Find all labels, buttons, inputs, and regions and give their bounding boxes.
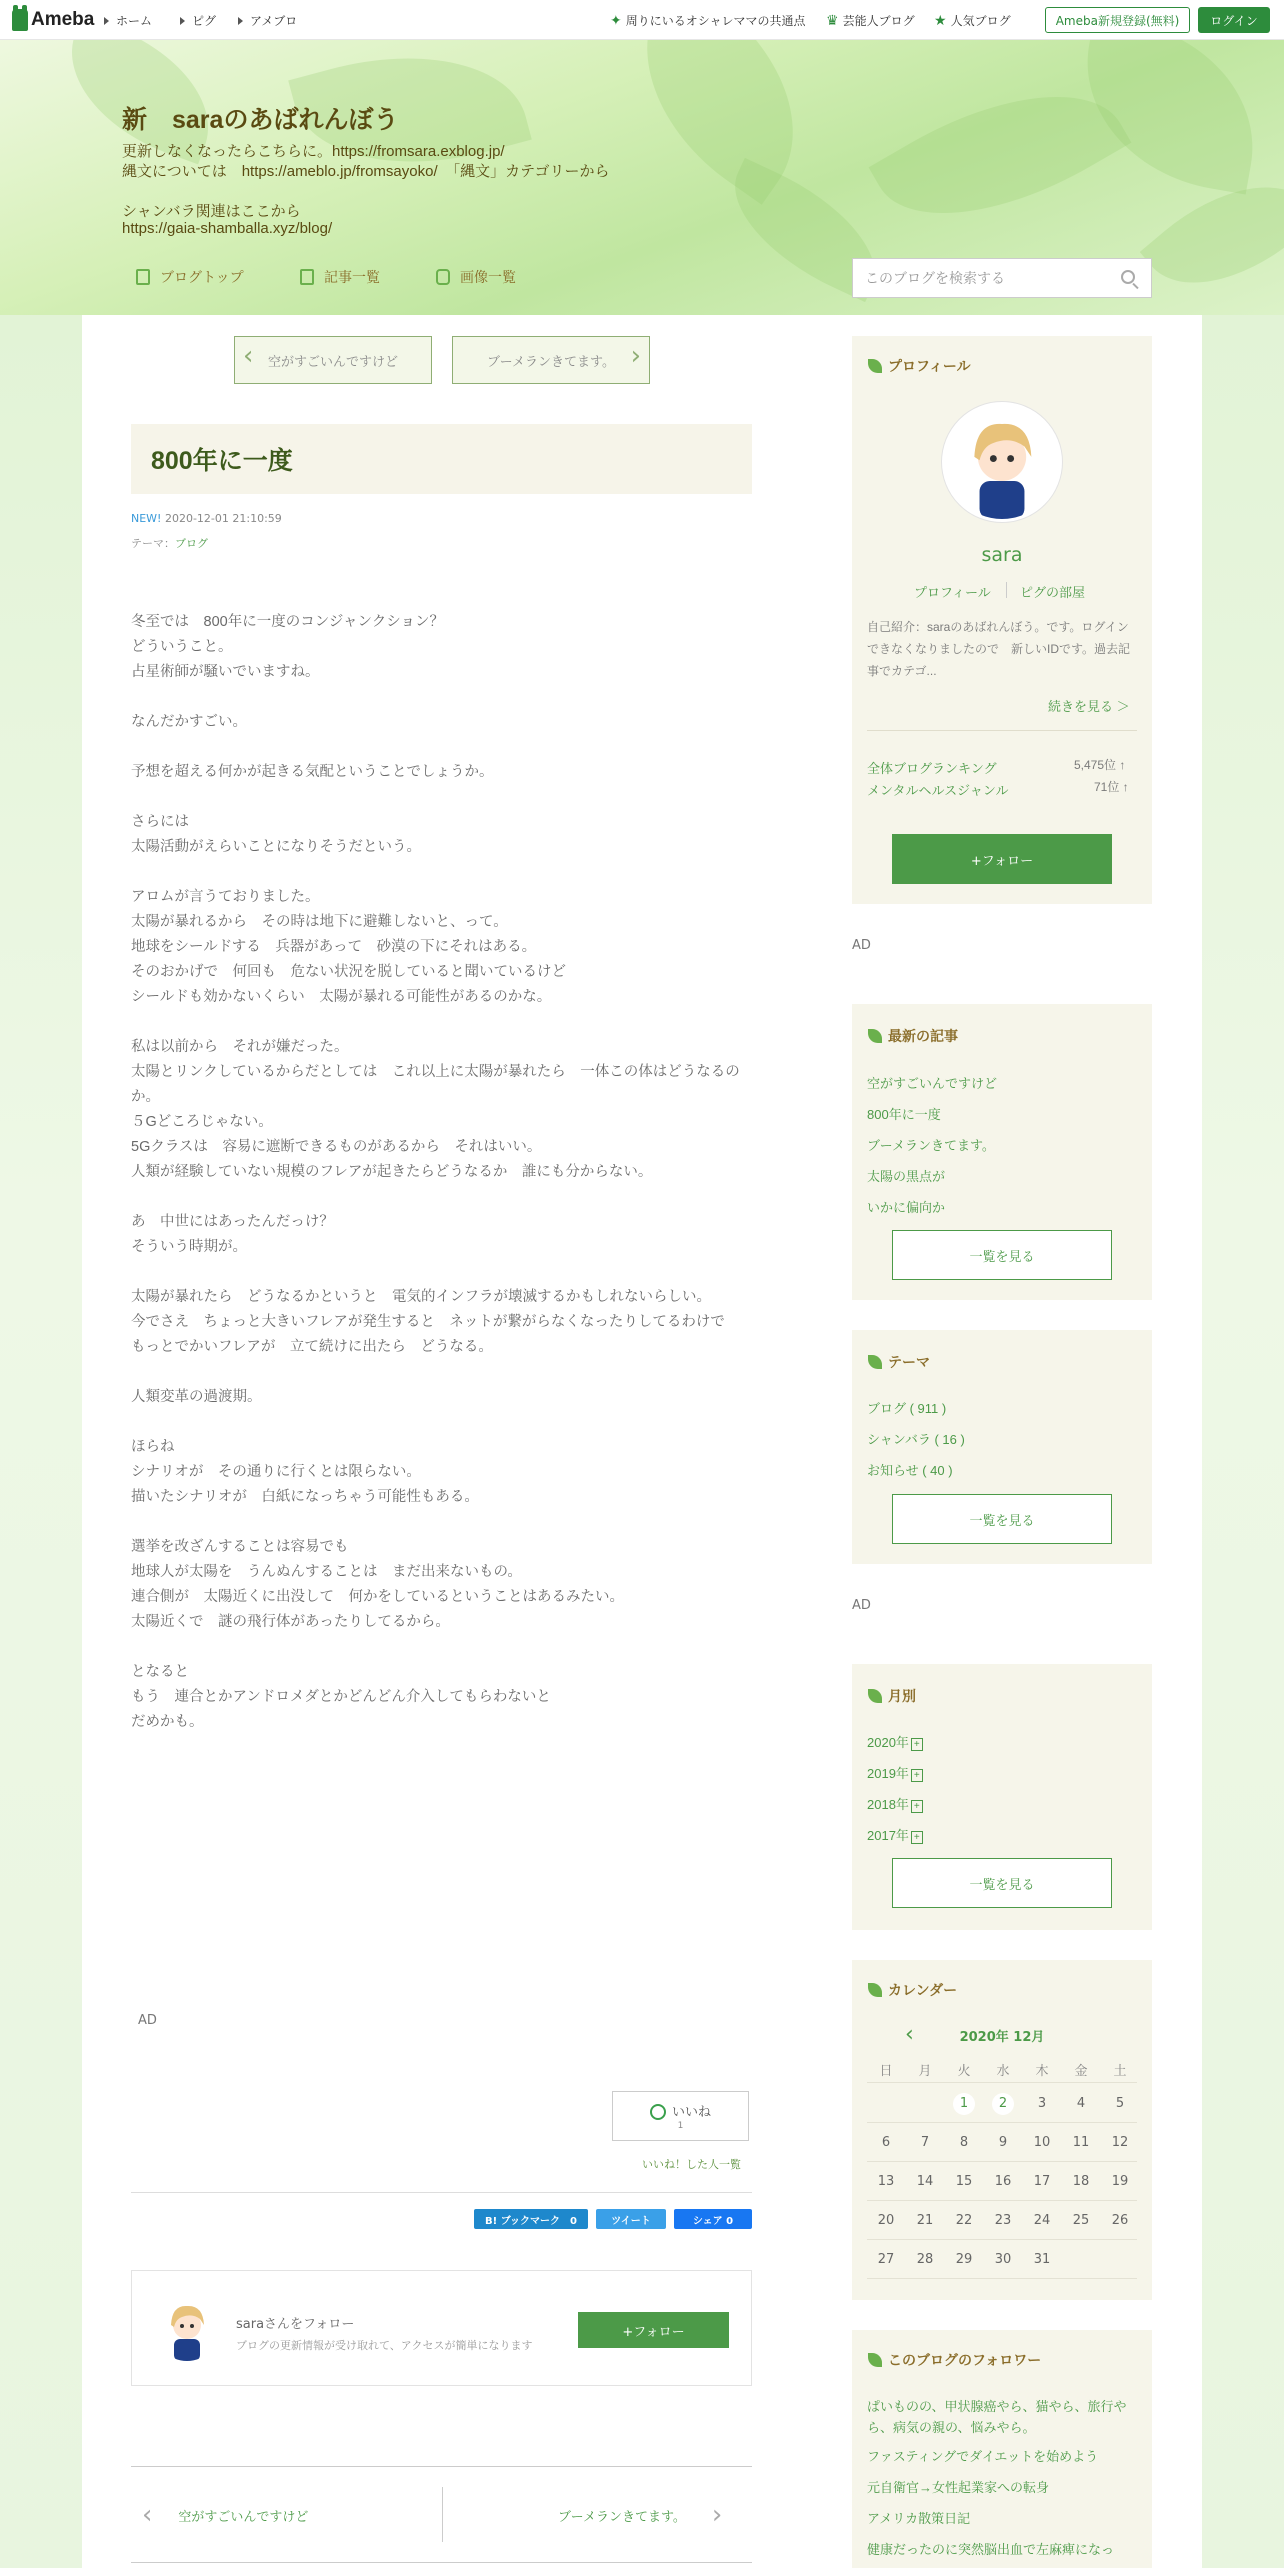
star-icon: ★ [934, 12, 947, 29]
author-avatar[interactable] [154, 2295, 220, 2361]
blank-line [131, 1410, 751, 1435]
monthly-more-button[interactable]: 一覧を見る [892, 1858, 1112, 1908]
blank-line [131, 1635, 751, 1660]
entry-paragraph: あ 中世にはあったんだっけ？ [131, 1214, 334, 1230]
pages-icon [300, 269, 314, 285]
calendar-day[interactable]: 30 [994, 2252, 1012, 2267]
like-list-link[interactable]: いいね！した人一覧 [642, 2158, 741, 2171]
blog-title[interactable]: 新 saraのあばれんぼう [122, 106, 399, 134]
entry-paragraph: 今でさえ ちょっと大きいフレアが発生すると ネットが繋がらなくなったりしてるわけで [131, 1314, 725, 1330]
triangle-icon [104, 17, 109, 25]
entry-paragraph: なんだかすごい。 [131, 714, 247, 730]
calendar-day[interactable]: 29 [955, 2252, 973, 2267]
nav-entry-list[interactable]: 記事一覧 [300, 267, 380, 287]
divider [867, 730, 1137, 731]
divider [867, 2278, 1137, 2279]
nav-image-list[interactable]: 画像一覧 [436, 267, 516, 287]
nav-fashion-mama[interactable]: ✦ 周りにいるオシャレママの共通点 [610, 12, 806, 29]
ad-label: AD [852, 1598, 871, 1613]
entry-paragraph: 地球をシールドする 兵器があって 砂漠の下にそれはある。 [131, 939, 537, 955]
ad-label: AD [852, 938, 871, 953]
chevron-right-icon: › [711, 2500, 723, 2530]
profile-avatar[interactable] [942, 402, 1062, 522]
calendar-day[interactable]: 20 [877, 2213, 895, 2228]
sidebar-follow-button[interactable]: +フォロー [892, 834, 1112, 884]
calendar-day[interactable]: 26 [1111, 2213, 1129, 2228]
next-entry-button[interactable]: ブーメランきてます。 › [452, 336, 650, 384]
register-button[interactable]: Ameba新規登録(無料) [1045, 7, 1190, 33]
document-icon [136, 269, 150, 285]
divider [867, 2200, 1137, 2201]
hatena-bookmark-button[interactable]: B! ブックマーク 0 [474, 2209, 588, 2229]
latest-entry-link[interactable]: 太陽の黒点が [867, 1169, 946, 1184]
entry-paragraph: 選挙を改ざんすることは容易でも [131, 1539, 349, 1555]
leaf-icon [868, 359, 882, 373]
bottom-prev-entry[interactable]: ‹ 空がすごいんですけど [142, 2500, 309, 2530]
blank-line [131, 1510, 751, 1535]
calendar-day[interactable]: 13 [877, 2174, 895, 2189]
divider [867, 2082, 1137, 2083]
chevron-left-icon: ‹ [243, 341, 254, 371]
entry-paragraph: アロムが言うておりました。 [131, 889, 320, 905]
profile-intro: 自己紹介：saraのあばれんぼう。です。ログインできなくなりましたので 新しいIDです。過去記事でカテゴ... [867, 620, 1131, 678]
entry-paragraph: 太陽近くで 謎の飛行体があったりしてるから。 [131, 1614, 450, 1630]
blank-line [131, 685, 751, 710]
leaf-icon [868, 1983, 882, 1997]
sparkle-icon: ✦ [610, 12, 622, 29]
entry-paragraph: もっとでかいフレアが 立て続けに出たら どうなる。 [131, 1339, 493, 1355]
blog-description-line: シャンバラ関連はここから [122, 203, 301, 220]
nav-popular-blog[interactable]: ★ 人気ブログ [934, 12, 1011, 29]
follow-button[interactable]: +フォロー [578, 2312, 729, 2348]
entry-paragraph: 人類が経験していない規模のフレアが起きたらどうなるか 誰にも分からない。 [131, 1164, 653, 1180]
theme-link[interactable]: シャンバラ ( 16 ) [867, 1432, 965, 1447]
facebook-share-button[interactable]: シェア 0 [674, 2209, 752, 2229]
entry-paragraph: シールドも効かないくらい 太陽が暴れる可能性があるのかな。 [131, 989, 552, 1005]
calendar-weekday: 水 [996, 2064, 1010, 2079]
calendar-weekday: 木 [1035, 2064, 1049, 2079]
divider [1006, 582, 1007, 598]
leaf-icon [868, 1355, 882, 1369]
like-count: 1 [677, 2121, 684, 2132]
blog-description-line: 更新しなくなったらこちらに。https://fromsara.exblog.jp/ [122, 143, 505, 160]
calendar-day[interactable]: 8 [959, 2135, 969, 2150]
follower-link[interactable]: 健康だったのに突然脳出血で左麻痺になっ [867, 2542, 1115, 2557]
calendar-day[interactable]: 4 [1076, 2096, 1086, 2111]
triangle-icon [180, 17, 185, 25]
entry-title[interactable]: 800年に一度 [131, 424, 752, 494]
calendar-day[interactable]: 18 [1072, 2174, 1090, 2189]
expand-icon[interactable]: + [911, 1831, 923, 1844]
calendar-weekday: 月 [918, 2064, 932, 2079]
calendar-weekday: 火 [957, 2064, 971, 2079]
ranking-genre-value: 71位 ↑ [1094, 780, 1129, 794]
like-button[interactable]: いいね 1 [612, 2091, 749, 2141]
calendar-day[interactable]: 16 [994, 2174, 1012, 2189]
entry-paragraph: 占星術師が騒いでいますね。 [131, 664, 320, 680]
blog-description-line: 縄文については https://ameblo.jp/fromsayoko/ 「縄文」カテゴリーから [122, 163, 610, 180]
bottom-next-entry[interactable]: ブーメランきてます。 › [558, 2500, 723, 2530]
entry-meta: NEW! 2020-12-01 21:10:59 [131, 512, 282, 525]
latest-entries-heading: 最新の記事 [868, 1026, 958, 1046]
theme-link[interactable]: お知らせ ( 40 ) [867, 1463, 953, 1478]
follower-link[interactable]: ぱいものの、甲状腺癌やら、猫やら、旅行やら、病気の親の、悩みやら。 [867, 2399, 1127, 2435]
calendar-day[interactable]: 31 [1033, 2252, 1051, 2267]
calendar-day[interactable]: 6 [881, 2135, 891, 2150]
month-year-link[interactable]: 2017年 + [867, 1825, 923, 1844]
entry-paragraph: 予想を超える何かが起きる気配ということでしょうか。 [131, 764, 494, 780]
calendar-heading: カレンダー [868, 1980, 957, 2000]
search-icon[interactable] [1121, 270, 1135, 284]
latest-entry-link[interactable]: 800年に一度 [867, 1107, 941, 1122]
avatar-illustration [154, 2295, 220, 2361]
calendar-day[interactable]: 22 [955, 2213, 973, 2228]
entry-paragraph: ほらね [131, 1439, 175, 1455]
prev-entry-button[interactable]: ‹ 空がすごいんですけど [234, 336, 432, 384]
follower-link[interactable]: 元自衛官→女性起業家への転身 [867, 2480, 1050, 2495]
blank-line [131, 860, 751, 885]
follower-link[interactable]: ファスティングでダイエットを始めよう [867, 2449, 1099, 2464]
calendar-day[interactable]: 2 [992, 2093, 1014, 2115]
month-year-link[interactable]: 2019年 + [867, 1763, 923, 1782]
entry-paragraph: 太陽が暴れるから その時は地下に避難しないと、って。 [131, 914, 508, 930]
calendar-day[interactable]: 27 [877, 2252, 895, 2267]
triangle-icon [238, 17, 243, 25]
calendar-prev-icon[interactable]: ‹ [905, 2022, 914, 2047]
calendar-day[interactable]: 3 [1037, 2096, 1047, 2111]
calendar-day[interactable]: 15 [955, 2174, 973, 2189]
entry-paragraph: 太陽活動がえらいことになりそうだという。 [131, 839, 421, 855]
blank-line [131, 1260, 751, 1285]
calendar-day[interactable]: 19 [1111, 2174, 1129, 2189]
entry-paragraph: 連合側が 太陽近くに出没して 何かをしているということはあるみたい。 [131, 1589, 624, 1605]
profile-more-link[interactable]: 続きを見る ＞ [1048, 699, 1130, 714]
nav-ameblo[interactable]: アメブロ [238, 12, 297, 29]
top-bar [0, 0, 1284, 40]
calendar-day[interactable]: 21 [916, 2213, 934, 2228]
camera-icon [436, 269, 450, 285]
ad-label: AD [138, 2013, 157, 2028]
entry-body [131, 610, 751, 1735]
entry-paragraph: 太陽が暴れたら どうなるかというと 電気的インフラが壊滅するかもしれないらしい。 [131, 1289, 711, 1305]
entry-paragraph: 地球人が太陽を うんぬんすることは まだ出来ないもの。 [131, 1564, 522, 1580]
chevron-right-icon: › [630, 341, 641, 371]
entry-paragraph: 描いたシナリオが 白紙になっちゃう可能性もある。 [131, 1489, 479, 1505]
entry-paragraph: さらには [131, 814, 189, 830]
themes-more-button[interactable]: 一覧を見る [892, 1494, 1112, 1544]
entry-paragraph: ５Gどころじゃない。 [131, 1114, 273, 1130]
themes-heading: テーマ [868, 1352, 930, 1372]
entry-paragraph: シナリオが その通りに行くとは限らない。 [131, 1464, 421, 1480]
follow-card-desc: ブログの更新情報が受け取れて、アクセスが簡単になります [236, 2339, 533, 2352]
avatar-illustration [945, 405, 1059, 519]
calendar-weekday: 金 [1074, 2064, 1088, 2079]
tweet-button[interactable]: ツイート [596, 2209, 666, 2229]
calendar-day[interactable]: 25 [1072, 2213, 1090, 2228]
nav-blog-top[interactable]: ブログトップ [136, 267, 244, 287]
calendar-day[interactable]: 11 [1072, 2135, 1090, 2150]
theme-link[interactable]: ブログ ( 911 ) [867, 1401, 947, 1416]
calendar-day[interactable]: 12 [1111, 2135, 1129, 2150]
divider [867, 2122, 1137, 2123]
theme-link[interactable]: ブログ [175, 537, 208, 550]
calendar-day[interactable]: 14 [916, 2174, 934, 2189]
entry-paragraph: 5Gクラスは 容易に遮断できるものがあるから それはいい。 [131, 1139, 542, 1155]
entry-paragraph: もう 連合とかアンドロメダとかどんどん介入してもらわないと [131, 1689, 551, 1705]
blank-line [131, 735, 751, 760]
calendar-day[interactable]: 17 [1033, 2174, 1051, 2189]
chevron-left-icon: ‹ [142, 2500, 153, 2530]
leaf-icon [868, 2353, 882, 2367]
expand-icon[interactable]: + [911, 1738, 923, 1751]
calendar-day[interactable]: 9 [998, 2135, 1008, 2150]
divider [442, 2487, 443, 2542]
blank-line [131, 1185, 751, 1210]
nav-pigg[interactable]: ピグ [180, 12, 216, 29]
calendar-day[interactable]: 1 [953, 2093, 975, 2115]
blank-line [131, 1360, 751, 1385]
ranking-overall-label[interactable]: 全体ブログランキング [867, 761, 997, 776]
follow-card-title: saraさんをフォロー [236, 2317, 355, 2332]
entry-paragraph: 太陽とリンクしているからだとしては これ以上に太陽が暴れたら 一体この体はどうなるのか。 [131, 1064, 740, 1105]
entry-paragraph: だめかも。 [131, 1714, 204, 1730]
latest-entry-link[interactable]: いかに偏向か [867, 1200, 946, 1215]
entry-paragraph: 冬至では 800年に一度のコンジャンクション？ [131, 614, 444, 630]
entry-paragraph: そのおかげで 何回も 危ない状況を脱していると聞いているけど [131, 964, 566, 980]
latest-entry-link[interactable]: ブーメランきてます。 [867, 1138, 995, 1153]
blank-line [131, 1010, 751, 1035]
calendar-day[interactable]: 10 [1033, 2135, 1051, 2150]
entry-paragraph: どういうこと。 [131, 639, 233, 655]
follower-link[interactable]: アメリカ散策日記 [867, 2511, 971, 2526]
calendar-day[interactable]: 24 [1033, 2213, 1051, 2228]
month-year-link[interactable]: 2018年 + [867, 1794, 923, 1813]
ameba-logo[interactable]: Ameba [12, 8, 94, 32]
divider [131, 2192, 752, 2193]
leaf-icon [868, 1029, 882, 1043]
monthly-heading: 月別 [868, 1686, 916, 1706]
smile-icon [650, 2104, 666, 2120]
divider [867, 2161, 1137, 2162]
expand-icon[interactable]: + [911, 1800, 923, 1813]
ameba-logo-icon [12, 9, 28, 31]
entry-paragraph: 人類変革の過渡期。 [131, 1389, 262, 1405]
calendar-widget [852, 1960, 1152, 2300]
profile-link[interactable]: プロフィール [914, 585, 991, 600]
entry-paragraph: となると [131, 1664, 189, 1680]
entry-paragraph: 私は以前から それが嫌だった。 [131, 1039, 349, 1055]
ranking-overall-value: 5,475位 ↑ [1074, 758, 1126, 772]
crown-icon: ♛ [826, 12, 839, 29]
entry-theme: テーマ：ブログ [131, 537, 208, 550]
ranking-genre-label[interactable]: メンタルヘルスジャンル [867, 783, 1009, 798]
login-button[interactable]: ログイン [1198, 7, 1270, 33]
profile-name[interactable]: sara [981, 544, 1023, 566]
followers-heading: このブログのフォロワー [868, 2350, 1041, 2370]
nav-celebrity-blog[interactable]: ♛ 芸能人ブログ [826, 12, 915, 29]
entry-paragraph: そういう時期が。 [131, 1239, 247, 1255]
blank-line [131, 785, 751, 810]
leaf-icon [868, 1689, 882, 1703]
calendar-day[interactable]: 7 [920, 2135, 930, 2150]
latest-entry-link[interactable]: 空がすごいんですけど [867, 1076, 998, 1091]
month-year-link[interactable]: 2020年 + [867, 1732, 923, 1751]
blog-description-line: https://gaia-shamballa.xyz/blog/ [122, 220, 333, 237]
calendar-month: 2020年 12月 [959, 2030, 1045, 2045]
profile-heading: プロフィール [868, 356, 971, 376]
pigg-room-link[interactable]: ピグの部屋 [1020, 585, 1086, 600]
calendar-day[interactable]: 28 [916, 2252, 934, 2267]
calendar-day[interactable]: 23 [994, 2213, 1012, 2228]
nav-home[interactable]: ホーム [104, 12, 152, 29]
calendar-weekday: 土 [1113, 2064, 1127, 2079]
calendar-day[interactable]: 5 [1115, 2096, 1125, 2111]
calendar-weekday: 日 [879, 2064, 893, 2079]
divider [867, 2239, 1137, 2240]
latest-more-button[interactable]: 一覧を見る [892, 1230, 1112, 1280]
blog-search-input[interactable]: このブログを検索する [852, 258, 1152, 298]
expand-icon[interactable]: + [911, 1769, 923, 1782]
